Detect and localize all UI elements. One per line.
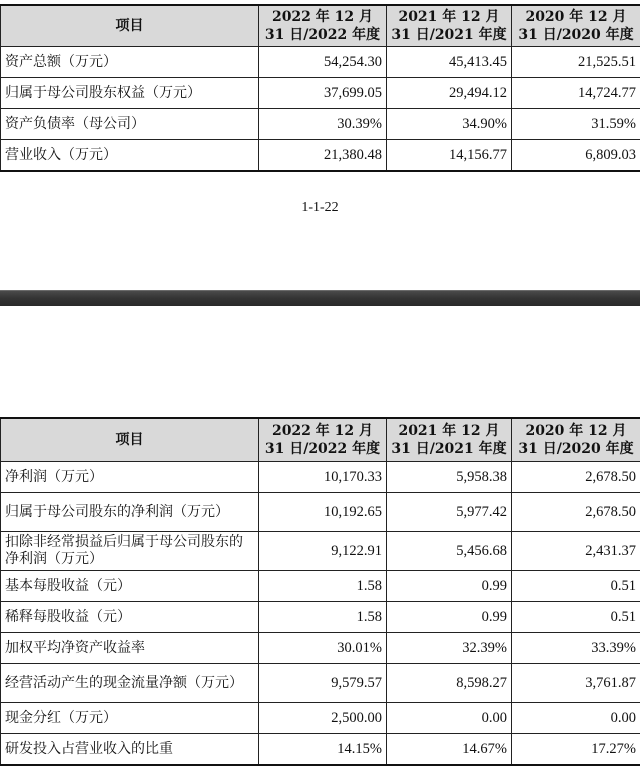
header-item: 项目	[1, 418, 259, 462]
row-label: 归属于母公司股东权益（万元）	[1, 78, 259, 109]
value-2022: 54,254.30	[259, 47, 387, 78]
value-2021: 14.67%	[387, 734, 512, 766]
value-2020: 14,724.77	[512, 78, 640, 109]
value-2020: 2,678.50	[512, 462, 640, 493]
header-2021: 2021 年 12 月 31 日/2021 年度	[387, 418, 512, 462]
value-2020: 0.00	[512, 703, 640, 734]
value-2020: 2,678.50	[512, 493, 640, 532]
table-row	[1, 602, 640, 633]
table-row	[1, 633, 640, 664]
table-row	[1, 47, 640, 78]
value-2021: 45,413.45	[387, 47, 512, 78]
value-2021: 29,494.12	[387, 78, 512, 109]
table-row	[1, 703, 640, 734]
table-row	[1, 140, 640, 172]
value-2022: 2,500.00	[259, 703, 387, 734]
value-2021: 8,598.27	[387, 664, 512, 703]
value-2021: 0.99	[387, 571, 512, 602]
value-2022: 1.58	[259, 571, 387, 602]
value-2020: 6,809.03	[512, 140, 640, 172]
page-divider	[0, 290, 640, 306]
page-number: 1-1-22	[301, 200, 339, 215]
value-2022: 21,380.48	[259, 140, 387, 172]
header-2020: 2020 年 12 月 31 日/2020 年度	[512, 5, 640, 47]
value-2020: 17.27%	[512, 734, 640, 766]
table-row	[1, 532, 640, 571]
row-label: 净利润（万元）	[1, 462, 259, 493]
value-2020: 0.51	[512, 571, 640, 602]
financial-table-bottom	[0, 417, 640, 766]
header-item: 项目	[1, 5, 259, 47]
row-label: 加权平均净资产收益率	[1, 633, 259, 664]
row-label: 归属于母公司股东的净利润（万元）	[1, 493, 259, 532]
header-2020: 2020 年 12 月 31 日/2020 年度	[512, 418, 640, 462]
table-row	[1, 109, 640, 140]
header-2021: 2021 年 12 月 31 日/2021 年度	[387, 5, 512, 47]
header-2022: 2022 年 12 月 31 日/2022 年度	[259, 5, 387, 47]
value-2022: 1.58	[259, 602, 387, 633]
row-label: 研发投入占营业收入的比重	[1, 734, 259, 766]
financial-table-top	[0, 4, 640, 172]
value-2021: 14,156.77	[387, 140, 512, 172]
table-header-row	[1, 5, 640, 47]
value-2022: 37,699.05	[259, 78, 387, 109]
value-2022: 10,192.65	[259, 493, 387, 532]
table-row	[1, 571, 640, 602]
value-2021: 0.00	[387, 703, 512, 734]
value-2021: 0.99	[387, 602, 512, 633]
row-label: 扣除非经常损益后归属于母公司股东的净利润（万元）	[1, 532, 259, 571]
value-2020: 0.51	[512, 602, 640, 633]
row-label: 资产总额（万元）	[1, 47, 259, 78]
table-row	[1, 664, 640, 703]
row-label: 营业收入（万元）	[1, 140, 259, 172]
header-2022: 2022 年 12 月 31 日/2022 年度	[259, 418, 387, 462]
value-2020: 3,761.87	[512, 664, 640, 703]
value-2022: 30.39%	[259, 109, 387, 140]
value-2021: 34.90%	[387, 109, 512, 140]
value-2020: 2,431.37	[512, 532, 640, 571]
table-row	[1, 78, 640, 109]
value-2022: 30.01%	[259, 633, 387, 664]
value-2020: 31.59%	[512, 109, 640, 140]
row-label: 基本每股收益（元）	[1, 571, 259, 602]
table-row	[1, 493, 640, 532]
value-2022: 10,170.33	[259, 462, 387, 493]
table-row	[1, 734, 640, 766]
value-2022: 9,579.57	[259, 664, 387, 703]
row-label: 经营活动产生的现金流量净额（万元）	[1, 664, 259, 703]
table-header-row	[1, 418, 640, 462]
value-2021: 5,977.42	[387, 493, 512, 532]
value-2021: 5,456.68	[387, 532, 512, 571]
row-label: 现金分红（万元）	[1, 703, 259, 734]
table-row	[1, 462, 640, 493]
value-2022: 14.15%	[259, 734, 387, 766]
value-2020: 33.39%	[512, 633, 640, 664]
row-label: 稀释每股收益（元）	[1, 602, 259, 633]
row-label: 资产负债率（母公司）	[1, 109, 259, 140]
value-2022: 9,122.91	[259, 532, 387, 571]
value-2020: 21,525.51	[512, 47, 640, 78]
value-2021: 5,958.38	[387, 462, 512, 493]
value-2021: 32.39%	[387, 633, 512, 664]
